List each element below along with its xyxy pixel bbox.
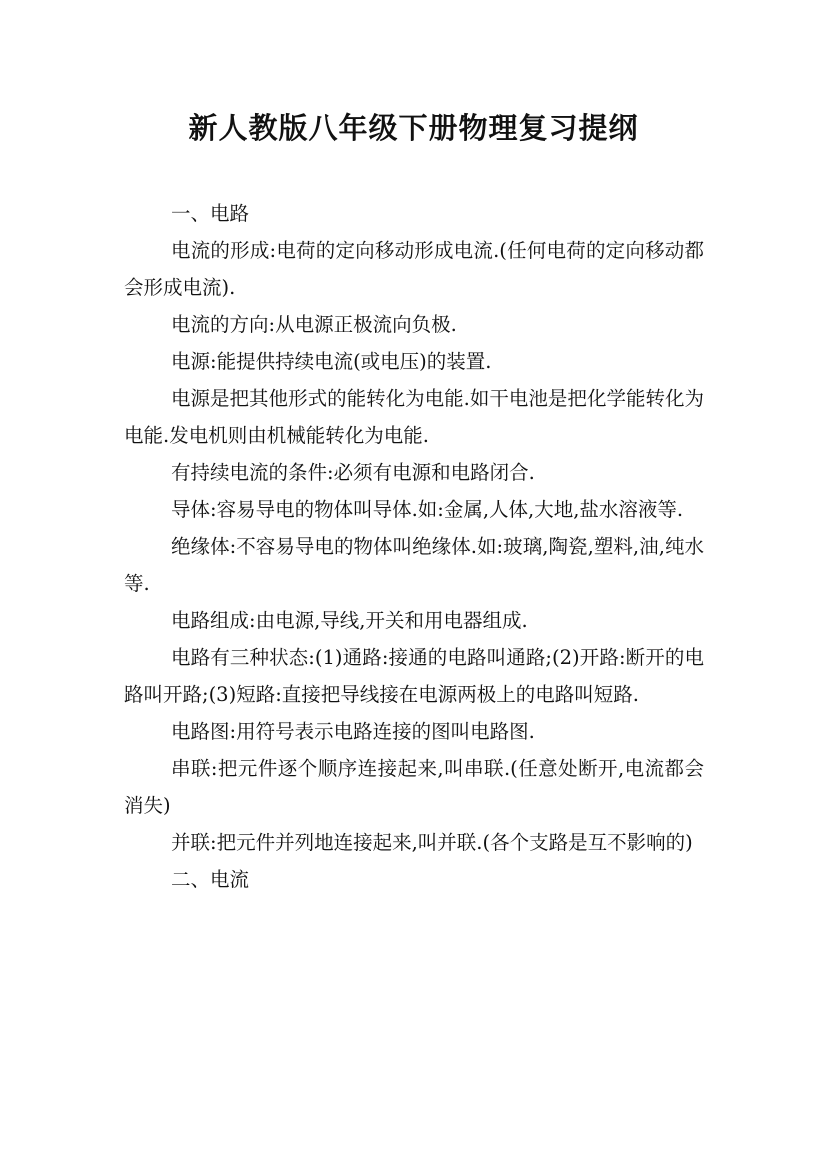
document-body [124,195,704,898]
paragraph-energy-conversion: 电源是把其他形式的能转化为电能.如干电池是把化学能转化为电能.发电机则由机械能转化为电能. [124,387,704,447]
paragraph-conductor: 导体:容易导电的物体叫导体.如:金属,人体,大地,盐水溶液等. [171,498,684,521]
paragraph-current-direction: 电流的方向:从电源正极流向负极. [171,313,457,336]
paragraph-series: 串联:把元件逐个顺序连接起来,叫串联.(任意处断开,电流都会消失) [124,757,704,817]
paragraph-parallel: 并联:把元件并列地连接起来,叫并联.(各个支路是互不影响的) [171,831,693,854]
paragraph-circuit-states: 电路有三种状态:(1)通路:接通的电路叫通路;(2)开路:断开的电路叫开路;(3)短路:直接把导线接在电源两极上的电路叫短路. [124,646,704,706]
document-title: 新人教版八年级下册物理复习提纲 [188,111,639,145]
paragraph-circuit-diagram: 电路图:用符号表示电路连接的图叫电路图. [171,720,535,743]
paragraph-circuit-components: 电路组成:由电源,导线,开关和用电器组成. [171,609,528,632]
section-heading-circuit: 一、电路 [171,202,250,225]
paragraph-continuous-current: 有持续电流的条件:必须有电源和电路闭合. [171,461,535,484]
section-heading-current: 二、电流 [171,868,250,891]
paragraph-current-formation: 电流的形成:电荷的定向移动形成电流.(任何电荷的定向移动都会形成电流). [124,239,704,299]
paragraph-insulator: 绝缘体:不容易导电的物体叫绝缘体.如:玻璃,陶瓷,塑料,油,纯水等. [124,535,704,595]
paragraph-power-source: 电源:能提供持续电流(或电压)的装置. [171,350,492,373]
